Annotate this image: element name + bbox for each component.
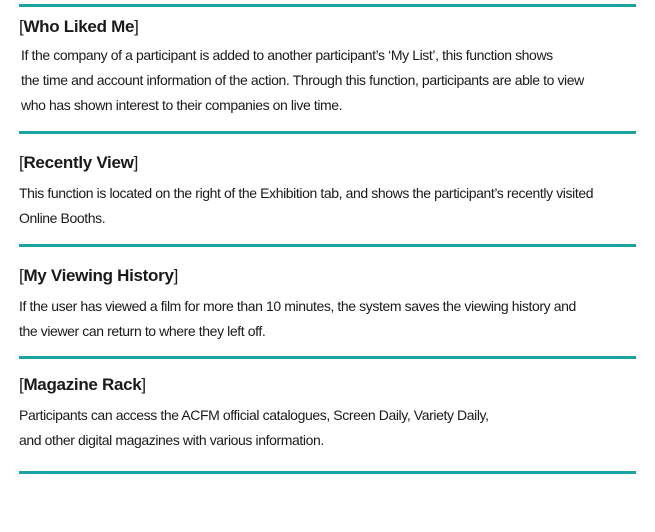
- close-bracket: ]: [134, 17, 139, 36]
- close-bracket: ]: [141, 375, 146, 394]
- section-title-text: My Viewing History: [23, 266, 174, 285]
- open-bracket: [: [19, 17, 24, 36]
- section-title-text: Who Liked Me: [23, 17, 135, 36]
- section-magazine-rack: [19, 374, 636, 471]
- section-body: This function is located on the right of the Exhibition tab, and shows the participant’s recently visited Online Booths.: [19, 185, 594, 226]
- section-body: If the user has viewed a film for more than 10 minutes, the system saves the viewing history and the viewer can return to where they left off.: [19, 298, 576, 339]
- section-my-viewing-history: [19, 265, 636, 356]
- section-divider: [19, 244, 636, 247]
- section-divider: [19, 471, 636, 474]
- section-title: [19, 16, 636, 38]
- section-who-liked-me: [19, 16, 636, 131]
- section-title: [19, 265, 636, 287]
- section-title: [19, 374, 636, 396]
- feature-description-document: [19, 0, 636, 474]
- close-bracket: ]: [133, 153, 138, 172]
- open-bracket: [: [19, 153, 24, 172]
- section-recently-view: [19, 152, 636, 244]
- section-title-text: Recently View: [23, 153, 134, 172]
- section-divider: [19, 131, 636, 134]
- section-divider: [19, 356, 636, 359]
- section-divider: [19, 4, 636, 7]
- section-body: Participants can access the ACFM official catalogues, Screen Daily, Variety Daily, and other digital magazines with various information.: [19, 407, 489, 448]
- section-body: If the company of a participant is added to another participant’s ‘My List’, this function shows the time and account information of the action. Through this function, participants are able to view who has shown interest to their companies on live time.: [21, 47, 584, 113]
- close-bracket: ]: [173, 266, 179, 285]
- section-title: [19, 152, 636, 174]
- open-bracket: [: [19, 266, 24, 285]
- section-title-text: Magazine Rack: [23, 375, 142, 394]
- open-bracket: [: [19, 375, 24, 394]
